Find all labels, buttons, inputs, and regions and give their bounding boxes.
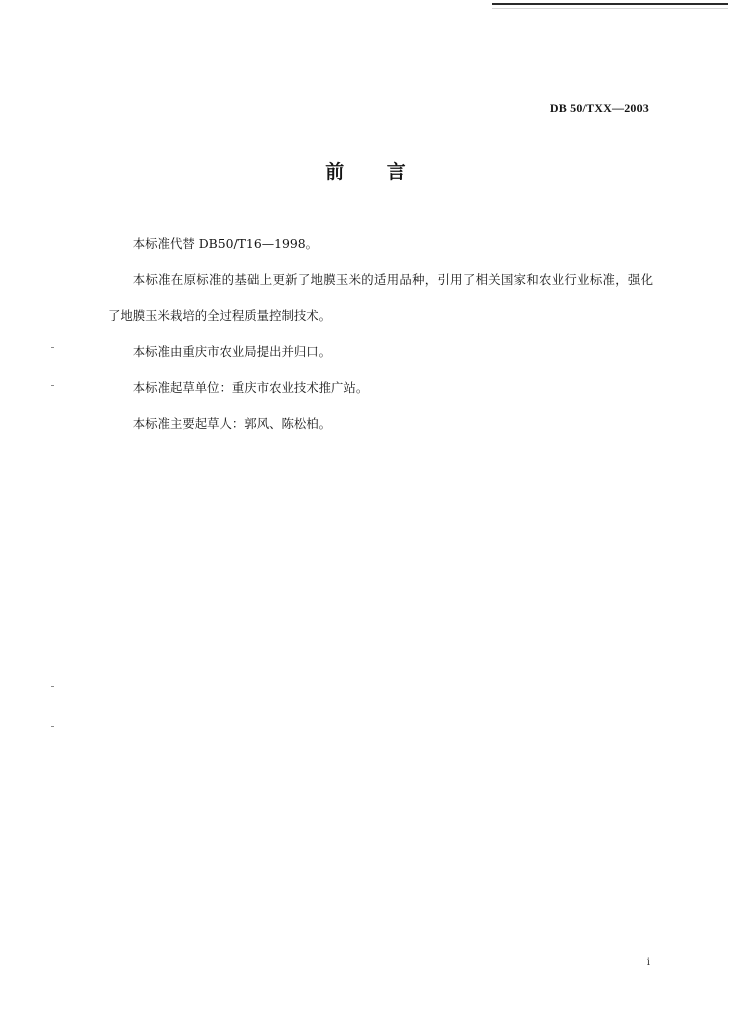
top-rule	[492, 3, 728, 5]
page-number: i	[646, 957, 650, 968]
paragraph-drafters: 本标准主要起草人：郭风、陈松柏。	[132, 416, 332, 431]
paragraph-replaces: 本标准代替 DB50/T16—1998。	[132, 236, 319, 251]
paragraph-drafting-unit: 本标准起草单位：重庆市农业技术推广站。	[132, 380, 369, 395]
paragraph-proposer: 本标准由重庆市农业局提出并归口。	[132, 344, 332, 359]
scan-mark	[51, 686, 54, 687]
scan-mark	[51, 385, 54, 386]
scan-mark	[51, 347, 54, 348]
paragraph-updates: 本标准在原标准的基础上更新了地膜玉米的适用品种，引用了相关国家和农业行业标准，强化了地膜玉米栽培的全过程质量控制技术。	[108, 272, 653, 323]
page-title: 前 言	[325, 161, 424, 183]
foreword-body	[108, 226, 653, 442]
scan-mark	[51, 726, 54, 727]
document-code: DB 50/TXX—2003	[549, 101, 649, 115]
top-rule-faint	[492, 8, 728, 9]
